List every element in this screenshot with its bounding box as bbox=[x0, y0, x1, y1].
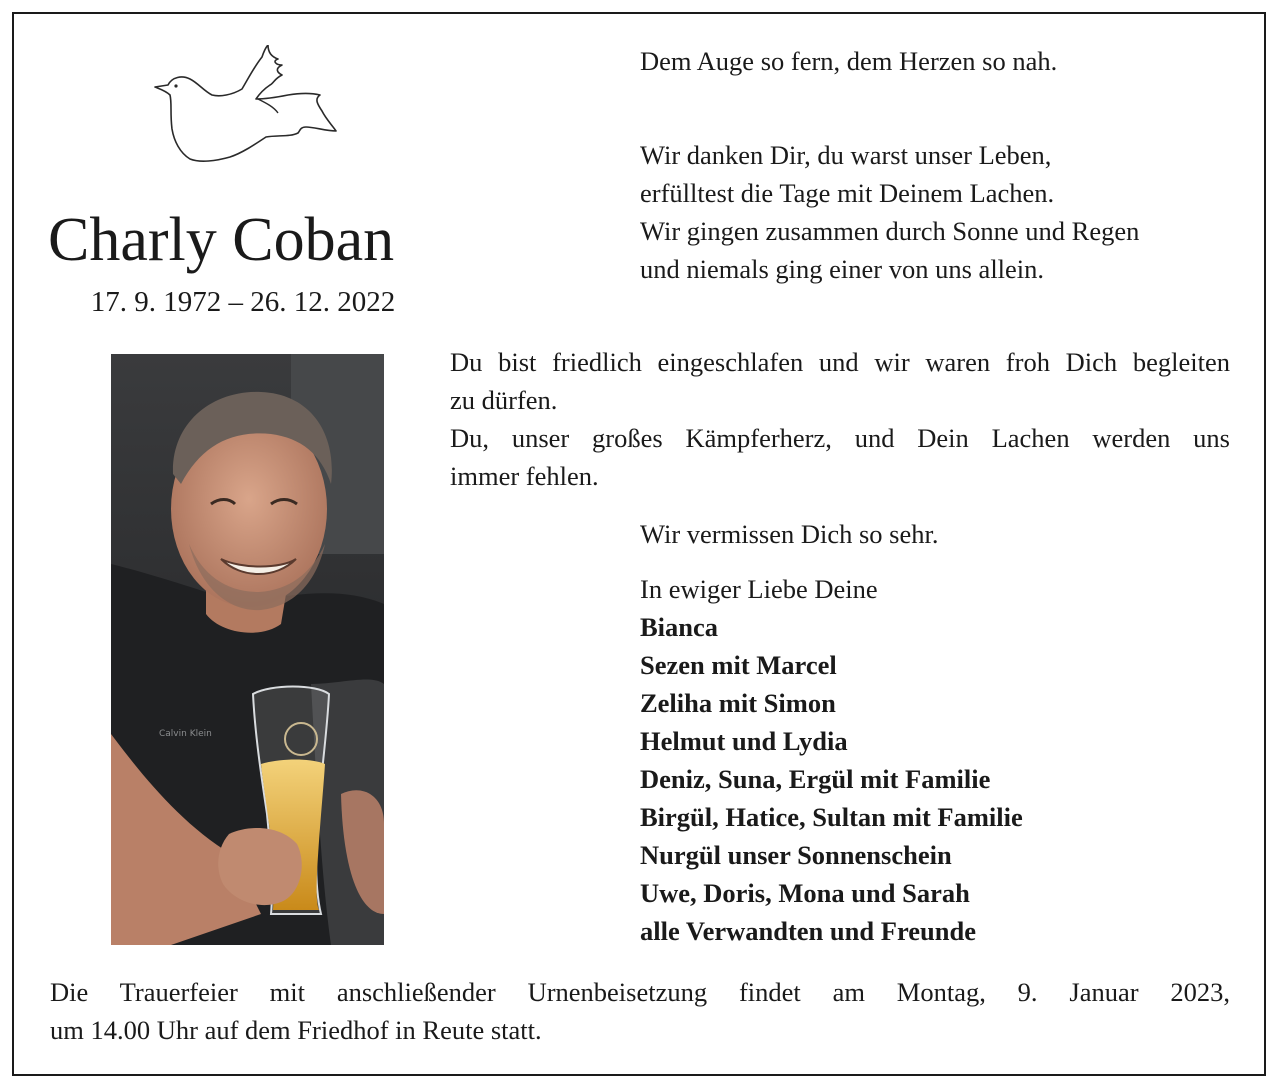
portrait-photo bbox=[111, 354, 384, 945]
family-member: Helmut und Lydia bbox=[640, 726, 848, 756]
family-member: Deniz, Suna, Ergül mit Familie bbox=[640, 764, 991, 794]
message-line: Du, unser großes Kämpferherz, und Dein Lachen werden uns bbox=[450, 423, 1230, 453]
family-member: Birgül, Hatice, Sultan mit Familie bbox=[640, 802, 1023, 832]
family-member: Uwe, Doris, Mona und Sarah bbox=[640, 878, 970, 908]
ceremony-notice bbox=[50, 973, 1230, 1049]
miss-line: Wir vermissen Dich so sehr. bbox=[640, 519, 939, 549]
poem-line: Wir gingen zusammen durch Sonne und Regen bbox=[640, 216, 1140, 246]
message-line: zu dürfen. bbox=[450, 385, 558, 415]
poem-line: erfülltest die Tage mit Deinem Lachen. bbox=[640, 178, 1055, 208]
ceremony-line: Die Trauerfeier mit anschließender Urnenbeisetzung findet am Montag, 9. Januar 2023, bbox=[50, 977, 1230, 1007]
family-member: alle Verwandten und Freunde bbox=[640, 916, 976, 946]
poem-line: und niemals ging einer von uns allein. bbox=[640, 254, 1045, 284]
family-member: Zeliha mit Simon bbox=[640, 688, 836, 718]
message-line: immer fehlen. bbox=[450, 461, 599, 491]
poem bbox=[640, 136, 1139, 288]
ceremony-line: um 14.00 Uhr auf dem Friedhof in Reute statt. bbox=[50, 1015, 542, 1045]
family-member: Nurgül unser Sonnenschein bbox=[640, 840, 952, 870]
shirt-brand-text: Calvin Klein bbox=[159, 729, 212, 739]
family-list bbox=[640, 608, 1023, 950]
message-line: Du bist friedlich eingeschlafen und wir waren froh Dich begleiten bbox=[450, 347, 1230, 377]
message-paragraph bbox=[450, 343, 1230, 495]
deceased-name: Charly Coban bbox=[48, 206, 395, 274]
dove-icon bbox=[150, 45, 340, 170]
life-dates: 17. 9. 1972 – 26. 12. 2022 bbox=[90, 286, 396, 318]
love-intro: In ewiger Liebe Deine bbox=[640, 574, 878, 604]
motto: Dem Auge so fern, dem Herzen so nah. bbox=[640, 46, 1058, 76]
family-member: Sezen mit Marcel bbox=[640, 650, 837, 680]
poem-line: Wir danken Dir, du warst unser Leben, bbox=[640, 140, 1052, 170]
family-member: Bianca bbox=[640, 612, 719, 642]
